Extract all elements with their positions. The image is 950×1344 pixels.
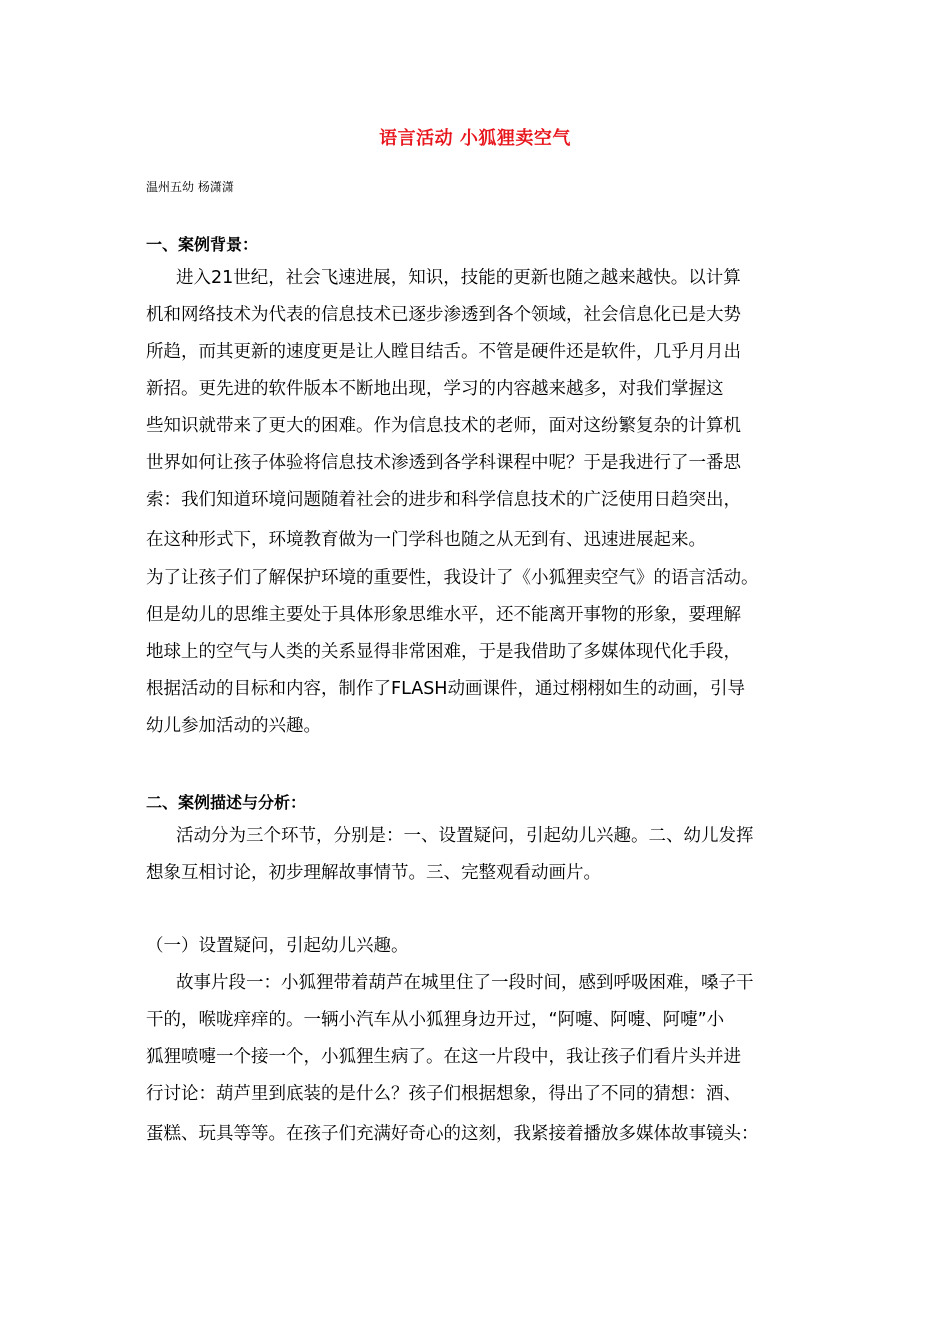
paragraph-line: 机和网络技术为代表的信息技术已逐步渗透到各个领域，社会信息化已是大势 [146, 305, 741, 325]
paragraph-line: 地球上的空气与人类的关系显得非常困难，于是我借助了多媒体现代化手段， [146, 642, 741, 662]
paragraph-line: 故事片段一：小狐狸带着葫芦在城里住了一段时间，感到呼吸困难，嗓子干 [176, 973, 754, 993]
paragraph-line: 行讨论：葫芦里到底装的是什么？孩子们根据想象，得出了不同的猜想：酒、 [146, 1084, 741, 1104]
paragraph-line: 狐狸喷嚏一个接一个，小狐狸生病了。在这一片段中，我让孩子们看片头并进 [146, 1047, 741, 1067]
paragraph-line: 在这种形式下，环境教育做为一门学科也随之从无到有、迅速进展起来。 [146, 530, 706, 550]
section-heading-background: 一、案例背景： [146, 235, 259, 254]
paragraph-line: 所趋，而其更新的速度更是让人瞠目结舌。不管是硬件还是软件，几乎月月出 [146, 342, 741, 362]
paragraph-line: 世界如何让孩子体验将信息技术渗透到各学科课程中呢？于是我进行了一番思 [146, 453, 741, 473]
paragraph-line: 新招。更先进的软件版本不断地出现，学习的内容越来越多，对我们掌握这 [146, 379, 724, 399]
paragraph-line: 活动分为三个环节，分别是：一、设置疑问，引起幼儿兴趣。二、幼儿发挥 [176, 826, 754, 846]
paragraph-line: 根据活动的目标和内容，制作了FLASH动画课件，通过栩栩如生的动画，引导 [146, 679, 745, 699]
paragraph-line: 为了让孩子们了解保护环境的重要性，我设计了《小狐狸卖空气》的语言活动。 [146, 568, 759, 588]
subsection-heading: （一）设置疑问，引起幼儿兴趣。 [146, 936, 409, 956]
paragraph-line: 干的，喉咙痒痒的。一辆小汽车从小狐狸身边开过，“阿嚏、阿嚏、阿嚏”小 [146, 1010, 725, 1030]
paragraph-line: 蛋糕、玩具等等。在孩子们充满好奇心的这刻，我紧接着播放多媒体故事镜头： [146, 1124, 759, 1144]
paragraph-line: 想象互相讨论，初步理解故事情节。三、完整观看动画片。 [146, 863, 601, 883]
section-heading-analysis: 二、案例描述与分析： [146, 793, 307, 812]
author-line: 温州五幼 杨潇潇 [146, 180, 234, 194]
paragraph-line: 进入21世纪，社会飞速进展，知识，技能的更新也随之越来越快。以计算 [176, 268, 741, 288]
document-title: 语言活动 小狐狸卖空气 [379, 128, 571, 149]
paragraph-line: 索：我们知道环境问题随着社会的进步和科学信息技术的广泛使用日趋突出， [146, 490, 741, 510]
paragraph-line: 幼儿参加活动的兴趣。 [146, 716, 321, 736]
paragraph-line: 些知识就带来了更大的困难。作为信息技术的老师，面对这纷繁复杂的计算机 [146, 416, 741, 436]
paragraph-line: 但是幼儿的思维主要处于具体形象思维水平，还不能离开事物的形象，要理解 [146, 605, 741, 625]
